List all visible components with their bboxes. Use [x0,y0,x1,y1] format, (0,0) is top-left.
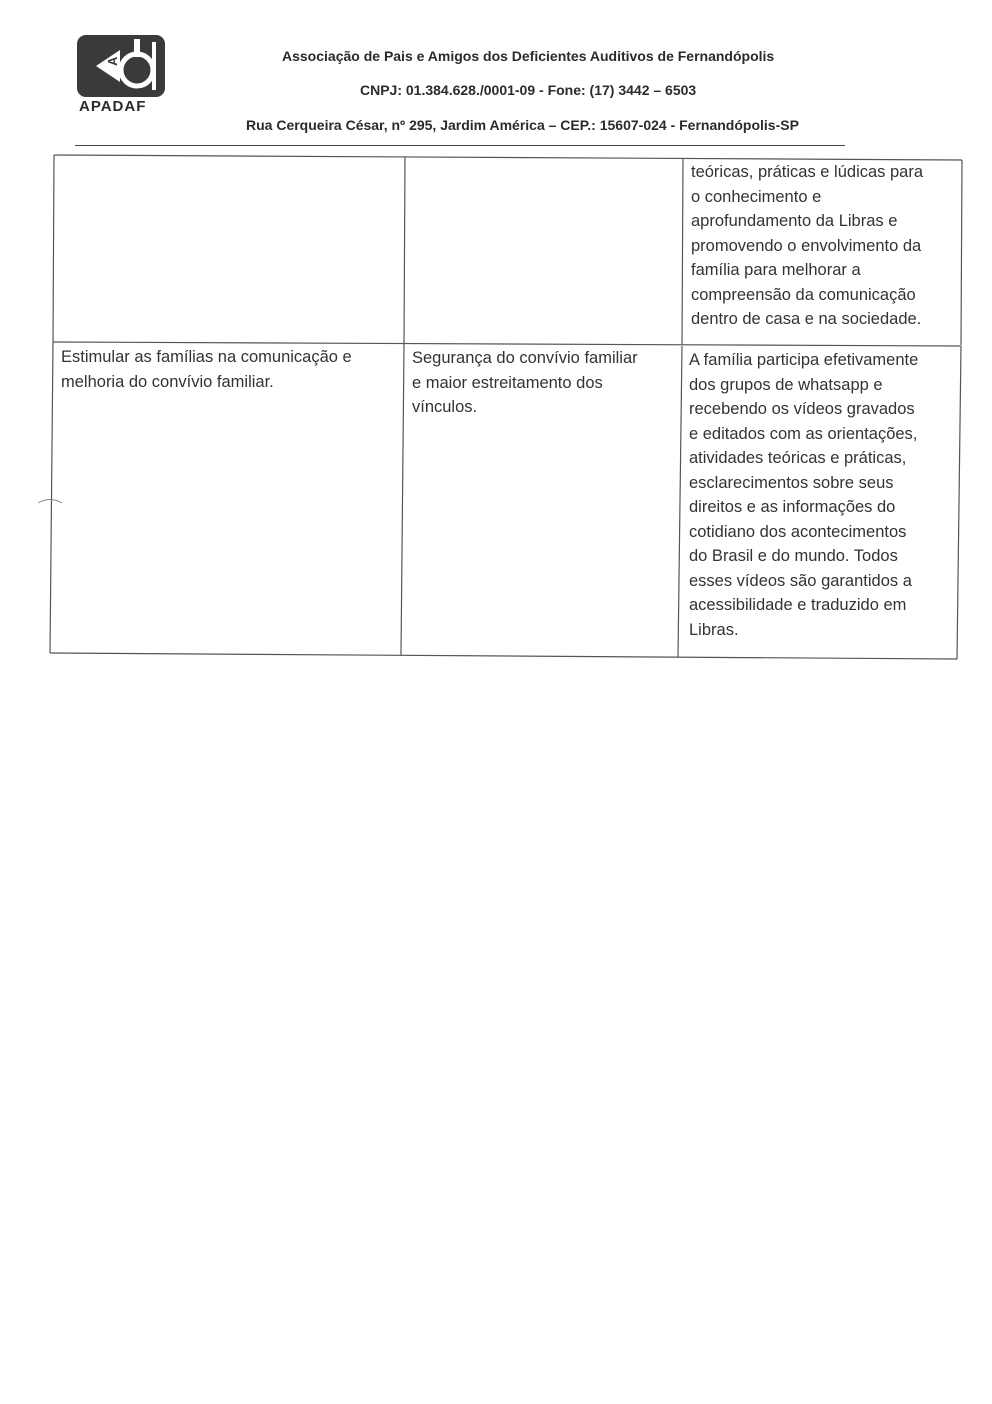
text-line: dos grupos de whatsapp e [689,375,883,394]
text-line: melhoria do convívio familiar. [61,372,274,391]
table-right-border-row2 [957,346,961,659]
text-line: A família participa efetivamente [689,351,919,369]
text-line: promovendo o envolvimento da [691,236,922,255]
text-line: atividades teóricas e práticas, [689,449,907,467]
table-left-border-row1 [53,155,54,343]
text-line: família para melhorar a [691,261,861,279]
table-right-border-row1 [961,160,962,345]
table-cell-row1-col3 [691,160,923,332]
text-line: vínculos. [412,398,478,416]
text-line: teóricas, práticas e lúdicas para [691,163,924,181]
table-col-divider-2-row2 [678,346,682,657]
cnpj-phone-line: CNPJ: 01.384.628./0001-09 - Fone: (17) 3442 – 6503 [360,82,697,98]
text-line: e editados com as orientações, [689,424,918,443]
text-line: Estimular as famílias na comunicação e [61,348,352,366]
text-line: Libras. [689,620,739,639]
table-col-divider-1-row2 [401,345,404,655]
text-line: e maior estreitamento dos [412,373,603,392]
text-line: aprofundamento da Libras e [691,212,898,230]
text-line: recebendo os vídeos gravados [689,400,915,418]
text-line: do Brasil e do mundo. Todos [689,547,898,565]
table-cell-row2-col2 [412,346,638,420]
table-col-divider-2-row1 [682,159,683,345]
address-line: Rua Cerqueira César, nº 295, Jardim América – CEP.: 15607-024 - Fernandópolis-SP [246,117,799,133]
table-col-divider-1-row1 [404,157,405,345]
table-bottom-border [50,653,957,659]
table-left-border-row2 [50,343,53,653]
text-line: cotidiano dos acontecimentos [689,522,907,541]
text-line: dentro de casa e na sociedade. [691,310,922,328]
logo-wordmark: APADAF [79,98,147,115]
scan-mark-1 [38,500,62,504]
text-line: esclarecimentos sobre seus [689,473,894,492]
text-line: direitos e as informações do [689,498,896,516]
text-line: esses vídeos são garantidos a [689,571,912,590]
organization-name: Associação de Pais e Amigos dos Deficientes Auditivos de Fernandópolis [282,48,775,64]
table-cell-row2-col3 [689,348,918,642]
svg-text:A: A [105,56,120,66]
table-cell-row2-col1 [61,345,352,394]
text-line: compreensão da comunicação [691,285,916,304]
text-line: Segurança do convívio familiar [412,349,638,367]
text-line: acessibilidade e traduzido em [689,596,907,614]
text-line: o conhecimento e [691,187,822,206]
